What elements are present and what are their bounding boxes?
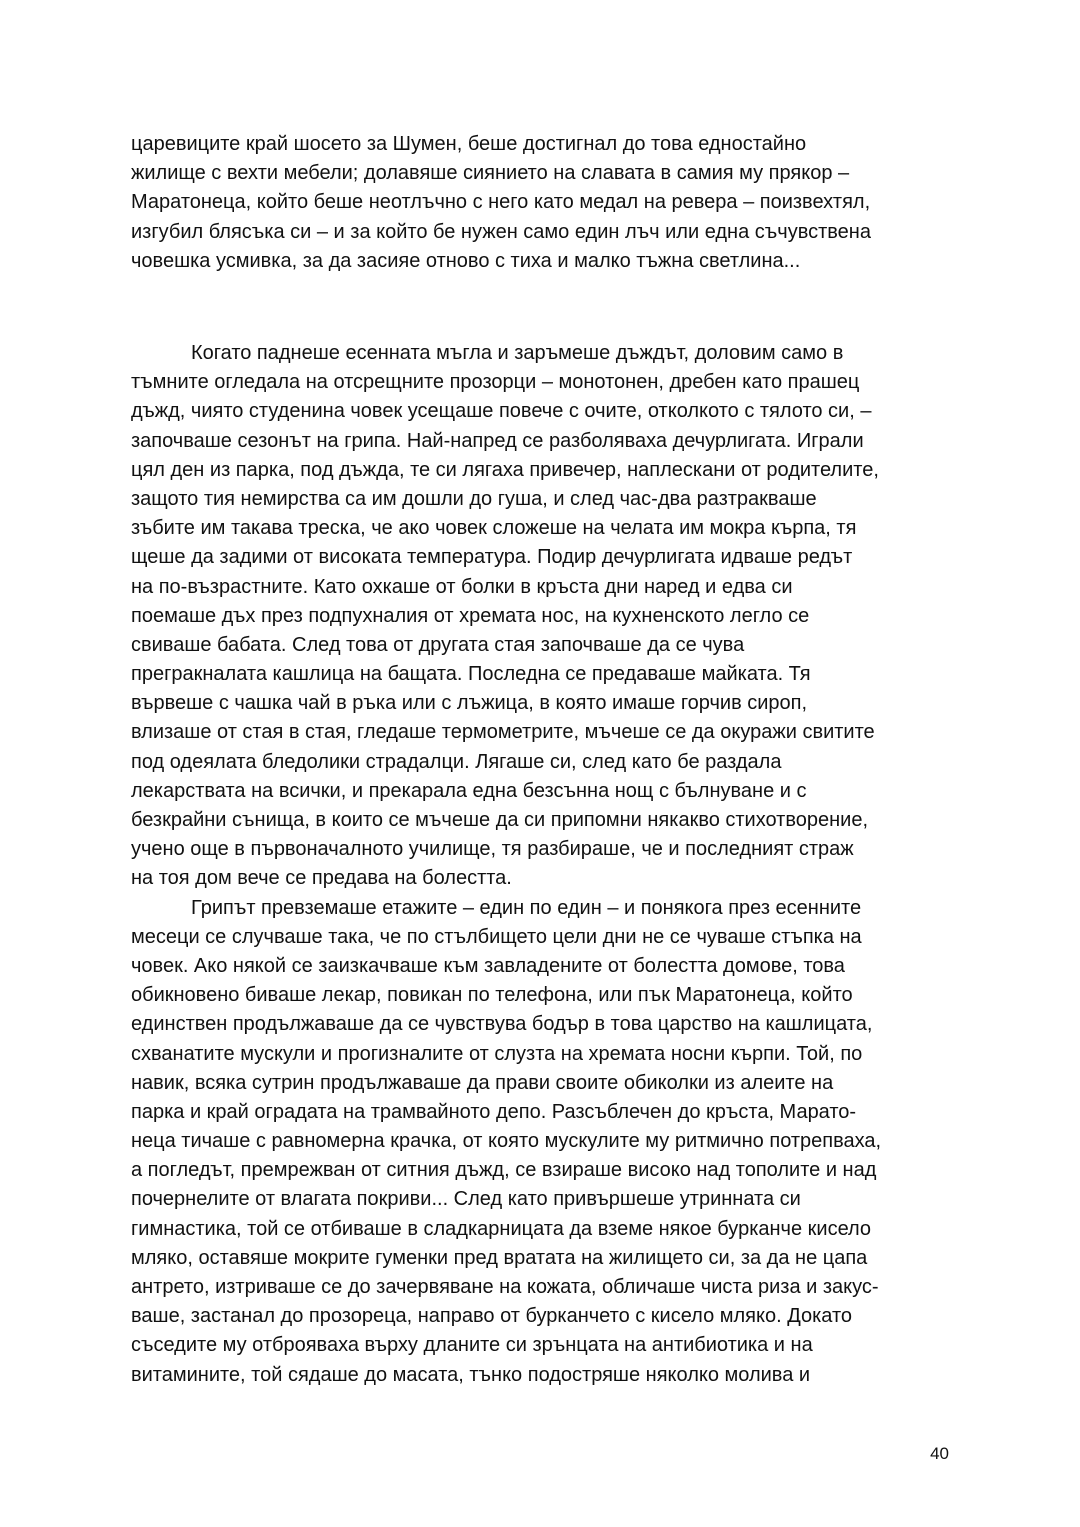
text-line: обикновено биваше лекар, повикан по телефона, или пък Маратонеца, който (131, 984, 853, 1007)
text-line: лекарствата на всички, и прекарала една безсънна нощ с бълнуване и с (131, 779, 807, 802)
text-line: единствен продължаваше да се чувствува бодър в това царство на кашлицата, (131, 1013, 873, 1036)
text-line: на тоя дом вече се предава на болестта. (131, 867, 512, 890)
text-line: парка и край оградата на трамвайното депо. Разсъблечен до кръста, Марато- (131, 1100, 857, 1123)
text-line: вървеше с чашка чай в ръка или с лъжица, в която имаше горчив сироп, (131, 692, 808, 715)
paragraph-first-line: Грипът превземаше етажите – един по един – и понякога през есенните (191, 896, 862, 919)
text-line: започваше сезонът на грипа. Най-напред се разболяваха дечурлигата. Играли (131, 429, 864, 452)
text-line: а погледът, премрежван от ситния дъжд, се взираше високо над тополите и над (131, 1159, 877, 1182)
text-line: Маратонеца, който беше неотлъчно с него като медал на ревера – поизвехтял, (131, 191, 871, 214)
text-line: цял ден из парка, под дъжда, те си лягаха привечер, наплескани от родителите, (131, 458, 879, 481)
text-line: схванатите мускули и прогизналите от слузта на хремата носни кърпи. Той, по (131, 1042, 863, 1065)
text-line: навик, всяка сутрин продължаваше да прави своите обиколки из алеите на (131, 1071, 834, 1094)
text-line: съседите му отброяваха върху дланите си зрънцата на антибиотика и на (131, 1334, 813, 1357)
text-line: тъмните огледала на отсрещните прозорци – монотонен, дребен като прашец (131, 371, 860, 394)
text-line: витамините, той сядаше до масата, тънко подостряше няколко молива и (131, 1363, 811, 1386)
text-line: царевиците край шосето за Шумен, беше достигнал до това едностайно (131, 133, 807, 155)
text-line: под одеялата бледолики страдалци. Лягаше си, след като бе раздала (131, 750, 782, 773)
chapter-body (131, 339, 951, 1390)
text-line: нецa тичаше с равномерна крачка, от която мускулите му ритмично потрепваха, (131, 1130, 882, 1153)
text-line: свиваше бабата. След това от другата стая започваше да се чува (131, 633, 745, 656)
text-line: изгубил блясъка си – и за който бе нужен само един лъч или една съчувствена (131, 220, 871, 243)
text-line: защото тия немирства са им дошли до гуша, и след час-два разтракваше (131, 487, 817, 510)
text-line: поемаше дъх през подпухналия от хремата нос, на кухненското легло се (131, 604, 810, 627)
text-line: жилище с вехти мебели; долавяше сиянието на славата в самия му прякор – (131, 162, 850, 185)
text-line: мляко, оставяше мокрите гуменки пред вратата на жилището си, за да не цапа (131, 1246, 868, 1269)
text-line: месеци се случваше така, че по стълбището цели дни не се чуваше стъпка на (131, 925, 862, 948)
paragraph-continuation (131, 130, 951, 276)
text-line: почернелите от влагата покриви... След като привършеше утринната си (131, 1188, 801, 1211)
text-line: на по-възрастните. Като охкаше от болки в кръста дни наред и едва си (131, 575, 793, 598)
text-line: гимнастика, той се отбиваше в сладкарницата да вземе някое бурканче кисело (131, 1217, 872, 1240)
text-line: влизаше от стая в стая, гледаше термометрите, мъчеше се да окуражи свитите (131, 721, 875, 744)
text-line: човек. Ако някой се заизкачваше към завладените от болестта домове, това (131, 954, 845, 977)
text-line: щеше да задими от високата температура. Подир дечурлигата идваше редът (131, 546, 853, 569)
text-line: безкрайни сънища, в които се мъчеше да си припомни някакво стихотворение, (131, 809, 869, 831)
text-line: човешка усмивка, за да засияе отново с тиха и малко тъжна светлина... (131, 249, 801, 272)
text-line: зъбите им такава треска, че ако човек сложеше на челата им мокра кърпа, тя (131, 517, 857, 540)
text-line: антрето, изтриваше се до зачервяване на кожата, обличаше чиста риза и закус- (131, 1276, 879, 1298)
paragraph-first-line: Когато паднеше есенната мъгла и заръмеше дъждът, доловим само в (191, 342, 844, 364)
text-line: прегракналата кашлица на бащата. Последна се предаваше майката. Тя (131, 663, 811, 686)
text-line: дъжд, чиято студенина човек усещаше повече с очите, отколкото с тялото си, – (131, 400, 872, 423)
text-line: ваше, застанал до прозореца, направо от бурканчето с кисело мляко. Докато (131, 1305, 853, 1328)
text-line: учено още в първоначалното училище, тя разбираше, че и последният страж (131, 838, 854, 861)
page-number: 40 (930, 1444, 949, 1463)
